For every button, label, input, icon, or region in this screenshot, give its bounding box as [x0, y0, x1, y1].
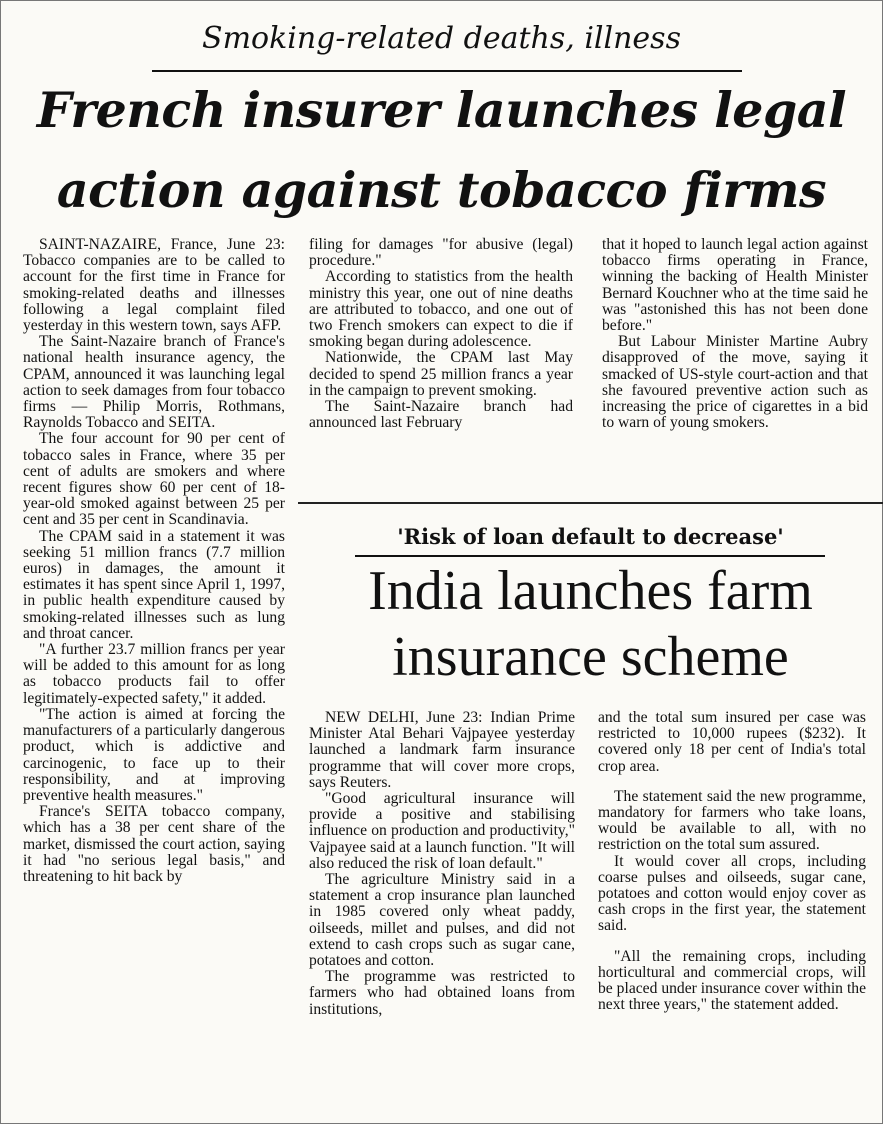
paragraph: "Good agricultural insurance will provide a positive and stabilising influence on production and productivity," Vajpayee said at a launch function. "It will also reduced the risk of loan default." [309, 790, 575, 872]
paragraph: According to statistics from the health ministry this year, one out of nine deaths are attributed to tobacco, and one out of two French smokers can expect to die if smoking began during adolescence. [309, 268, 573, 351]
article1-kicker: Smoking-related deaths, illness [202, 21, 681, 56]
paragraph: "The action is aimed at forcing the manufacturers of a particularly dangerous product, which is addictive and carcinogenic, to face up to their responsibility, and at improving preventive health measures." [23, 705, 285, 804]
paragraph: Nationwide, the CPAM last May decided to spend 25 million francs a year in the campaign to prevent smoking. [309, 349, 573, 399]
article1-headline [0, 70, 883, 230]
article1-column-1 [23, 237, 285, 1119]
kicker-underline [355, 555, 825, 557]
paragraph: that it hoped to launch legal action against tobacco firms operating in France, winning the backing of Health Minister Bernard Kouchner who at the time said he was "astonished this has not been done before." [602, 237, 868, 335]
paragraph: France's SEITA tobacco company, which has a 38 per cent share of the market, dismissed the court action, saying it had "no serious legal basis," and threatening to hit back by [23, 803, 285, 885]
article2-headline-line1: India launches farm [368, 560, 813, 622]
article1-column-3 [602, 237, 868, 497]
article2-column-1 [309, 710, 575, 1120]
article2-column-2 [598, 710, 866, 1120]
paragraph: filing for damages "for abusive (legal) procedure." [309, 237, 573, 270]
paragraph: The Saint-Nazaire branch of France's national health insurance agency, the CPAM, announced it was launching legal action to seek damages from four tobacco firms — Philip Morris, Rothmans, Raynolds Tobacco and SEITA. [23, 333, 285, 432]
paragraph: But Labour Minister Martine Aubry disapproved of the move, saying it smacked of US-style court-action and that she favoured preventive action such as increasing the price of cigarettes in a bid to warn of young smokers. [602, 333, 868, 432]
paragraph: The programme was restricted to farmers who had obtained loans from institutions, [309, 968, 575, 1018]
paragraph: NEW DELHI, June 23: Indian Prime Minister Atal Behari Vajpayee yesterday launched a landmark farm insurance programme that will cover more crops, says Reuters. [309, 710, 575, 791]
paragraph: It would cover all crops, including coarse pulses and oilseeds, sugar cane, potatoes and cotton would enjoy cover as cash crops in the first year, the statement said. [598, 852, 866, 935]
article-divider [298, 502, 883, 504]
article1-headline-line1: French insurer launches legal [36, 81, 847, 139]
paragraph: The four account for 90 per cent of tobacco sales in France, where 35 per cent of adults are smokers and where recent figures show 60 per cent of 18-year-old smoked against between 25 per cent and 35 per cent in Scandinavia. [23, 430, 285, 529]
paragraph: "A further 23.7 million francs per year will be added to this amount for as long as tobacco products fail to offer legitimately-expected safety," it added. [23, 641, 285, 707]
paragraph: The Saint-Nazaire branch had announced last February [309, 398, 573, 432]
paragraph: and the total sum insured per case was restricted to 10,000 rupees ($232). It covered only 18 per cent of India's total crop area. [598, 710, 866, 775]
article2-headline-line2: insurance scheme [392, 626, 789, 688]
article1-column-2 [309, 237, 573, 497]
paragraph: The statement said the new programme, mandatory for farmers who take loans, would be available to all, with no restriction on the total sum assured. [598, 787, 866, 854]
paragraph: "All the remaining crops, including horticultural and commercial crops, will be placed under insurance cover within the next three years," the statement added. [598, 947, 866, 1014]
paragraph: The CPAM said in a statement it was seeking 51 million francs (7.7 million euros) in damages, the amount it estimates it has spent since April 1, 1997, in public health expenditure caused by smoking-related illnesses such as lung and throat cancer. [23, 527, 285, 642]
paragraph: The agriculture Ministry said in a statement a crop insurance plan launched in 1985 covered only wheat paddy, oilseeds, millet and pulses, and did not extend to cash crops such as sugar cane, potatoes and cotton. [309, 871, 575, 970]
article2-kicker: 'Risk of loan default to decrease' [397, 524, 784, 549]
article1-headline-line2: action against tobacco firms [56, 161, 827, 219]
article2-headline [298, 558, 883, 690]
paragraph: SAINT-NAZAIRE, France, June 23: Tobacco companies are to be called to account for the first time in France for smoking-related deaths and illnesses following a legal complaint filed yesterday in this western town, says AFP. [23, 237, 285, 335]
